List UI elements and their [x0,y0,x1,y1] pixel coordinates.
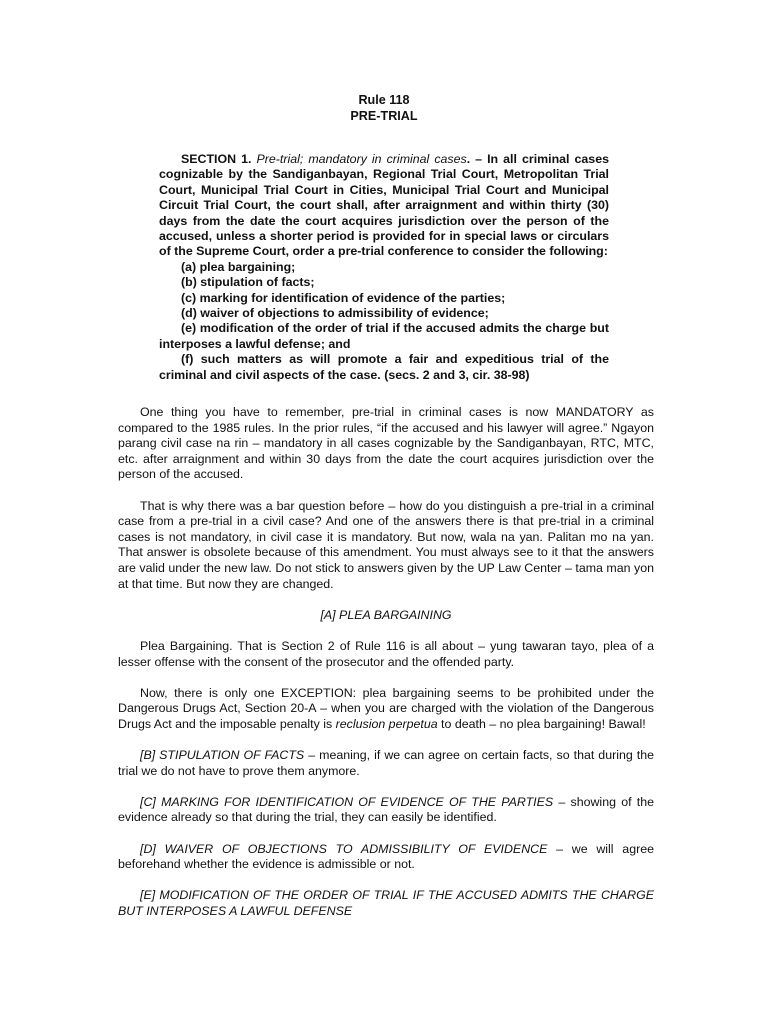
heading-plea-bargaining: [A] PLEA BARGAINING [320,607,452,622]
section-1-item-e: (e) modification of the order of trial if the accused admits the charge but interposes a lawful defense; and [159,321,609,351]
commentary-paragraph-2: That is why there was a bar question before – how do you distinguish a pre-trial in a criminal case from a pre-trial in a civil case? And one of the answers there is that pre-trial in a criminal cases is not mandatory, in civil case it is mandatory. But now, wala na yan. Palitan mo na yan. That answer is obsolete because of this amendment. You must always see to it that the answers are valid under the new law. Do not stick to answers given by the UP Law Center – tama man yon at that time. But now they are changed. [118,498,654,591]
item-c-text: – showing of the evidence already so that during the trial, they can easily be identified. [118,794,654,825]
item-b-text: – meaning, if we can agree on certain facts, so that during the trial we do not have to prove them anymore. [118,748,654,778]
item-c-label: [C] MARKING FOR IDENTIFICATION OF EVIDENCE OF THE PARTIES [140,794,554,809]
section-1-intro [159,152,609,260]
rule-number: Rule 118 [358,93,410,107]
item-d-text: – we will agree beforehand whether the evidence is admissible or not. [118,841,654,872]
item-d-label: [D] WAIVER OF OBJECTIONS TO ADMISSIBILITY OF EVIDENCE [140,841,548,856]
item-e-modification [118,888,654,919]
item-e-label: [E] MODIFICATION OF THE ORDER OF TRIAL IF THE ACCUSED ADMITS THE CHARGE BUT INTERPOSES A LAWFUL DEFENSE [118,888,654,918]
item-b-stipulation [118,748,654,779]
section-1-item-c: (c) marking for identification of evidence of the parties; [181,290,506,305]
section-1-item-f: (f) such matters as will promote a fair and expeditious trial of the criminal and civil aspects of the case. (secs. 2 and 3, cir. 38-98) [159,352,609,382]
section-1-label: SECTION 1. [181,152,252,166]
rule-title: PRE-TRIAL [350,108,418,123]
item-c-marking [118,795,654,826]
item-b-label: [B] STIPULATION OF FACTS [140,748,305,763]
section-1-intro-text: . – In all criminal cases cognizable by the Sandiganbayan, Regional Trial Court, Metropolitan Trial Court, Municipal Trial Court in Cities, Municipal Trial Court and Municipal Circuit Trial Court, the court shall, after arraignment and within thirty (30) days from the date the court acquires jurisdiction over the person of the accused, unless a shorter period is provided for in special laws or circulars of the Supreme Court, order a pre-trial conference to consider the following: [159,152,609,259]
paragraph-4-text-end: to death – no plea bargaining! Bawal! [437,716,646,731]
item-d-waiver [118,842,654,873]
paragraph-4-italic-term: reclusion perpetua [335,716,438,731]
commentary-paragraph-3: Plea Bargaining. That is Section 2 of Rule 116 is all about – yung tawaran tayo, plea of a lesser offense with the consent of the prosecutor and the offended party. [118,638,654,669]
commentary-paragraph-1: One thing you have to remember, pre-trial in criminal cases is now MANDATORY as compared to the 1985 rules. In the prior rules, “if the accused and his lawyer will agree.” Ngayon parang civil case na rin – mandatory in all cases cognizable by the Sandiganbayan, RTC, MTC, etc. after arraignment and within 30 days from the date the court acquires jurisdiction over the person of the accused. [118,405,654,482]
section-1-item-a: (a) plea bargaining; [181,259,296,274]
rule-header [0,93,768,124]
section-1-item-d: (d) waiver of objections to admissibility of evidence; [181,306,489,321]
section-1-caption: Pre-trial; mandatory in criminal cases [256,152,467,166]
commentary [118,405,654,935]
section-1-item-b: (b) stipulation of facts; [181,275,315,290]
paragraph-4-text-start: Now, there is only one EXCEPTION: plea bargaining seems to be prohibited under the Dangerous Drugs Act, Section 20-A – when you are charged with the violation of the Dangerous Drugs Act and the imposable penalty is [118,685,654,731]
commentary-paragraph-4 [118,686,654,733]
section-1 [159,152,609,383]
